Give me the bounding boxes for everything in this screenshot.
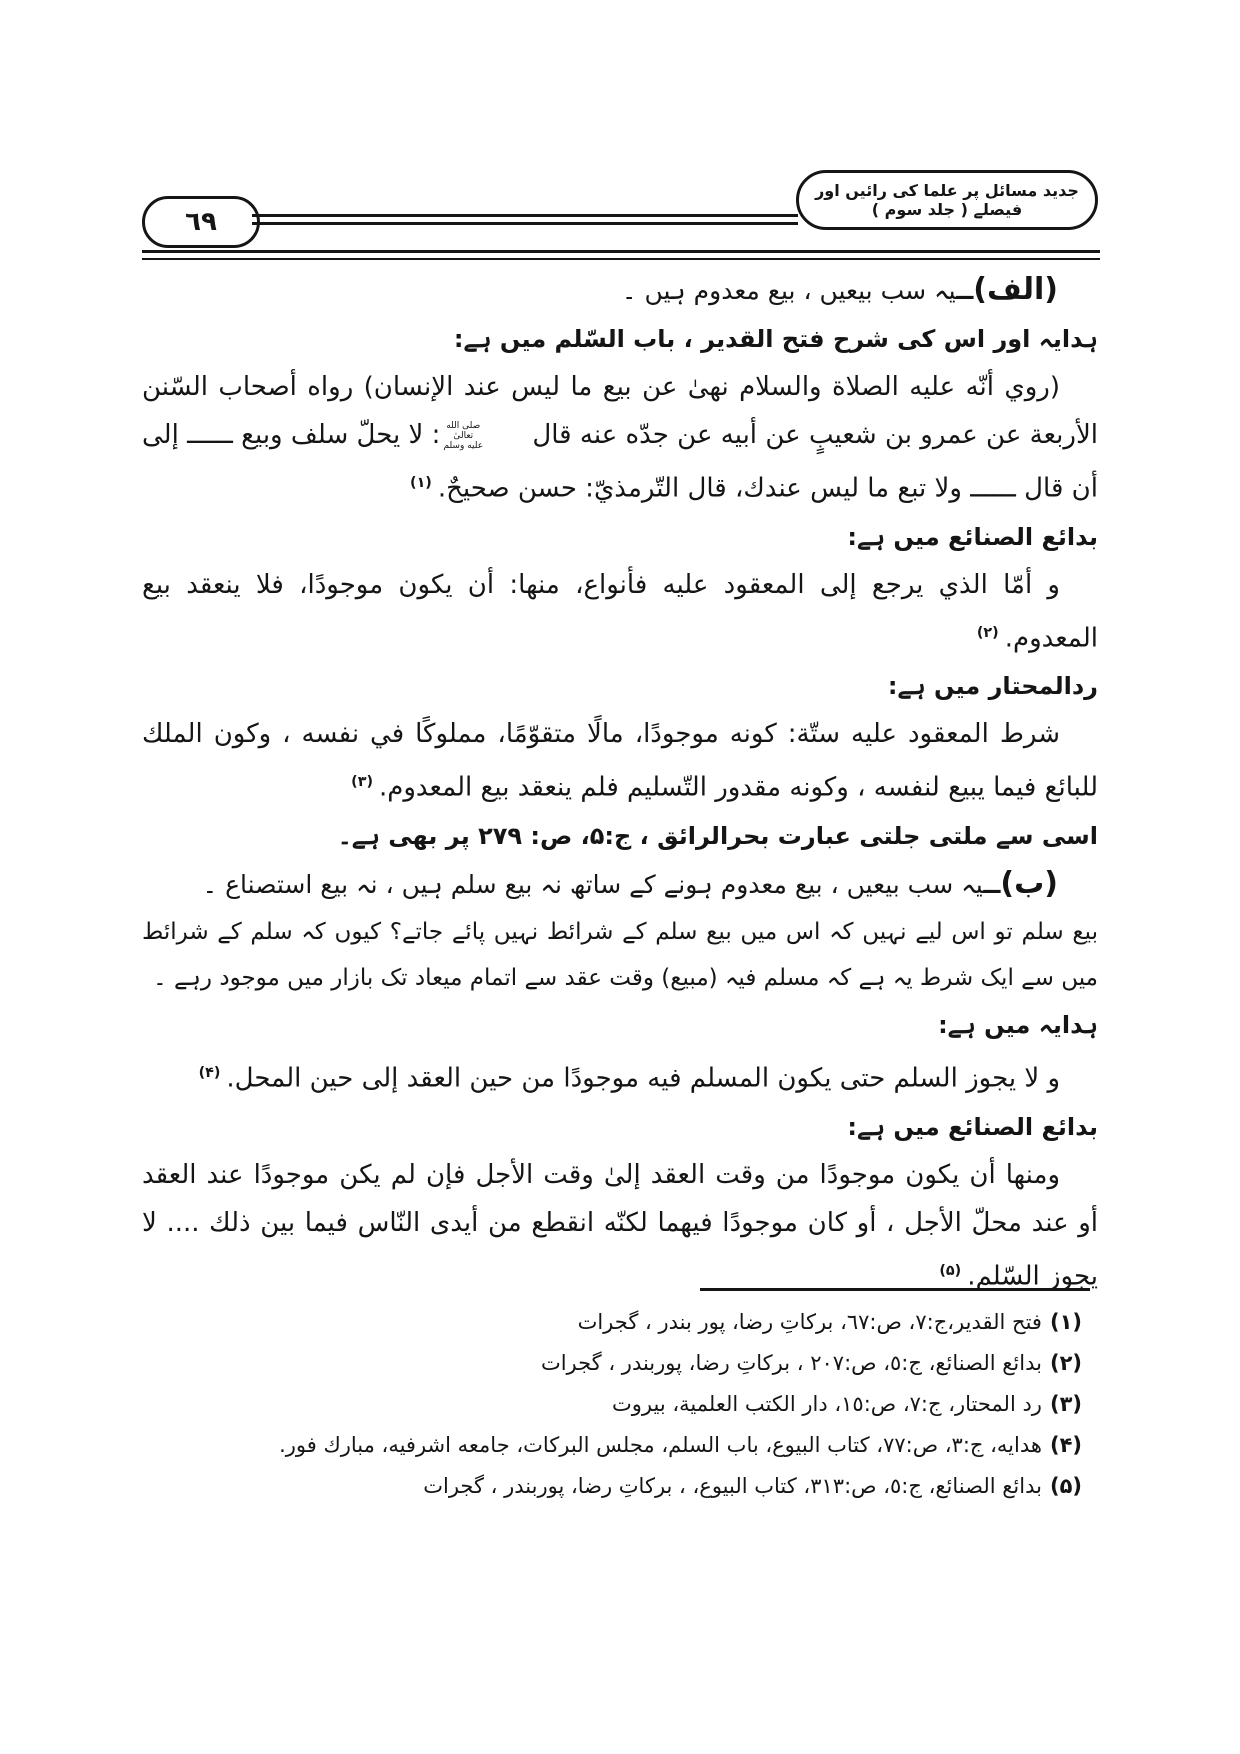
footnote-ref-5: (۵) (939, 1262, 962, 1279)
section-ba-label: (ب) (1000, 865, 1058, 901)
footnote-ref-1: (۱) (410, 475, 432, 491)
footnote-5-text: بدائع الصنائع، ج:٥، ص:٣١٣، كتاب البيوع، ، بركاتِ رضا، پوربندر ، گجرات (423, 1474, 1042, 1498)
footnote-1 (142, 1302, 1082, 1343)
source-heading-hidaya: ہدایہ میں ہے: (938, 1010, 1098, 1039)
footnote-ref-2: (۲) (976, 624, 999, 641)
section-alif-label: (الف) (973, 272, 1058, 307)
label-dash: ــ (983, 869, 1001, 899)
sallallahu-alayhi-wasallam-mark: صلى الله تعالىٰ عليه وسلم (443, 420, 484, 451)
footnote-2-text: بدائع الصنائع، ج:٥، ص:٢٠٧ ، بركاتِ رضا، پوربندر ، گجرات (540, 1351, 1042, 1375)
footnote-3 (142, 1384, 1082, 1425)
header-connector-rule (252, 214, 798, 225)
page-number-badge (142, 196, 260, 248)
footnote-1-text: فتح القدير،ج:٧، ص:٦٧، بركاتِ رضا، پور بندر ، گجرات (577, 1310, 1042, 1334)
label-dash: ــ (956, 276, 974, 305)
quote-1-text-a: (روي أنّه عليه الصلاة والسلام نهىٰ عن بيع ما ليس عند الإنسان) رواه أصحاب السّنن الأربعة عن عمرو بن شعيبٍ عن أبيه عن جدّه عنه قال (142, 372, 1098, 450)
quote-3-text: شرط المعقود عليه ستّة: كونه موجودًا، مالًا متقوّمًا، مملوكًا في نفسه ، وكون الملك للبائع فيما يبيع لنفسه ، وكونه مقدور التّسليم فلم ينعقد بيع المعدوم. (142, 719, 1098, 803)
footnote-5-number: (۵) (1049, 1474, 1082, 1498)
arabic-quote-5 (142, 1151, 1098, 1301)
footnote-4-number: (۴) (1049, 1433, 1082, 1457)
footnote-2-number: (٢) (1049, 1351, 1082, 1375)
quote-5-text: ومنها أن يكون موجودًا من وقت العقد إلىٰ وقت الأجل فإن لم يكن موجودًا عند العقد أو عند محلّ الأجل ، أو كان موجودًا فيهما لكنّه انقطع من أيدى النّاس فيما بين ذلك .... لا يجوز السّلم. (142, 1159, 1098, 1292)
page-header (142, 170, 1098, 246)
source-heading-badai-1: بدائع الصنائع میں ہے: (847, 522, 1098, 551)
footnote-4 (142, 1425, 1082, 1466)
book-title: جدید مسائل پر علما کی رائیں اور فیصلے ( جلد سوم ) (815, 180, 1079, 219)
quote-4-text: و لا يجوز السلم حتى يكون المسلم فيه موجودًا من حين العقد إلى حين المحل. (226, 1063, 1060, 1094)
source-heading-badai-2: بدائع الصنائع میں ہے: (847, 1112, 1098, 1141)
footnote-3-number: (٣) (1049, 1392, 1082, 1416)
quote-1-text-b: : لا يحلّ سلف وبيع ــــــ إلى أن قال ــــــ ولا تبع ما ليس عندك، قال التّرمذيّ: حسن صحيحٌ. (142, 420, 1098, 504)
header-double-rule (142, 250, 1100, 260)
section-alif-heading (142, 266, 1098, 315)
footnote-ref-4: (۴) (198, 1064, 221, 1081)
section-ba-text: یہ سب بیعیں ، بیع معدوم ہونے کے ساتھ نہ بیع سلم ہیں ، نہ بیع استصناع ۔ (202, 869, 984, 899)
section-ba-heading (142, 860, 1098, 909)
arabic-quote-3 (142, 710, 1098, 812)
footnote-1-number: (١) (1049, 1310, 1082, 1334)
footnote-5 (142, 1466, 1082, 1507)
page-number: ٦٩ (185, 207, 217, 237)
footnote-separator (700, 1288, 1090, 1291)
section-alif-text: یہ سب بیعیں ، بیع معدوم ہیں ۔ (621, 276, 957, 305)
quote-2-text: و أمّا الذي يرجع إلى المعقود عليه فأنواع، منها: أن يكون موجودًا، فلا ينعقد بيع المعدوم. (142, 569, 1098, 654)
note-bahrurraiq-reference: اسی سے ملتی جلتی عبارت بحرالرائق ، ج:۵، ص: ۲۷۹ پر بھی ہے۔ (337, 821, 1098, 850)
page-body (142, 266, 1098, 1300)
footnote-ref-3: (۳) (351, 774, 373, 791)
footnotes (142, 1302, 1082, 1507)
arabic-quote-4 (142, 1049, 1098, 1103)
footnote-4-text: هدايه، ج:٣، ص:٧٧، كتاب البيوع، باب السلم، مجلس البركات، جامعه اشرفيه، مبارك فور. (279, 1433, 1042, 1457)
source-heading-raddulmuhtar: ردالمحتار میں ہے: (887, 672, 1098, 701)
arabic-quote-1 (142, 363, 1098, 513)
source-heading-hidaya-fathulqadir: ہدایہ اور اس کی شرح فتح القدیر ، باب السّلم میں ہے: (453, 325, 1098, 353)
urdu-paragraph-salam-conditions: بیع سلم تو اس لیے نہیں کہ اس میں بیع سلم کے شرائط نہیں پائے جاتے؟ کیوں کہ سلم کے شرائط میں سے ایک شرط یہ ہے کہ مسلم فیہ (مبیع) وقت عقد سے اتمام میعاد تک بازار میں موجود رہے ۔ (142, 918, 1098, 991)
book-title-cartouche (796, 170, 1098, 230)
footnote-2 (142, 1343, 1082, 1384)
footnote-3-text: رد المحتار، ج:٧، ص:١٥، دار الكتب العلمية، بيروت (612, 1392, 1042, 1416)
arabic-quote-2 (142, 561, 1098, 663)
